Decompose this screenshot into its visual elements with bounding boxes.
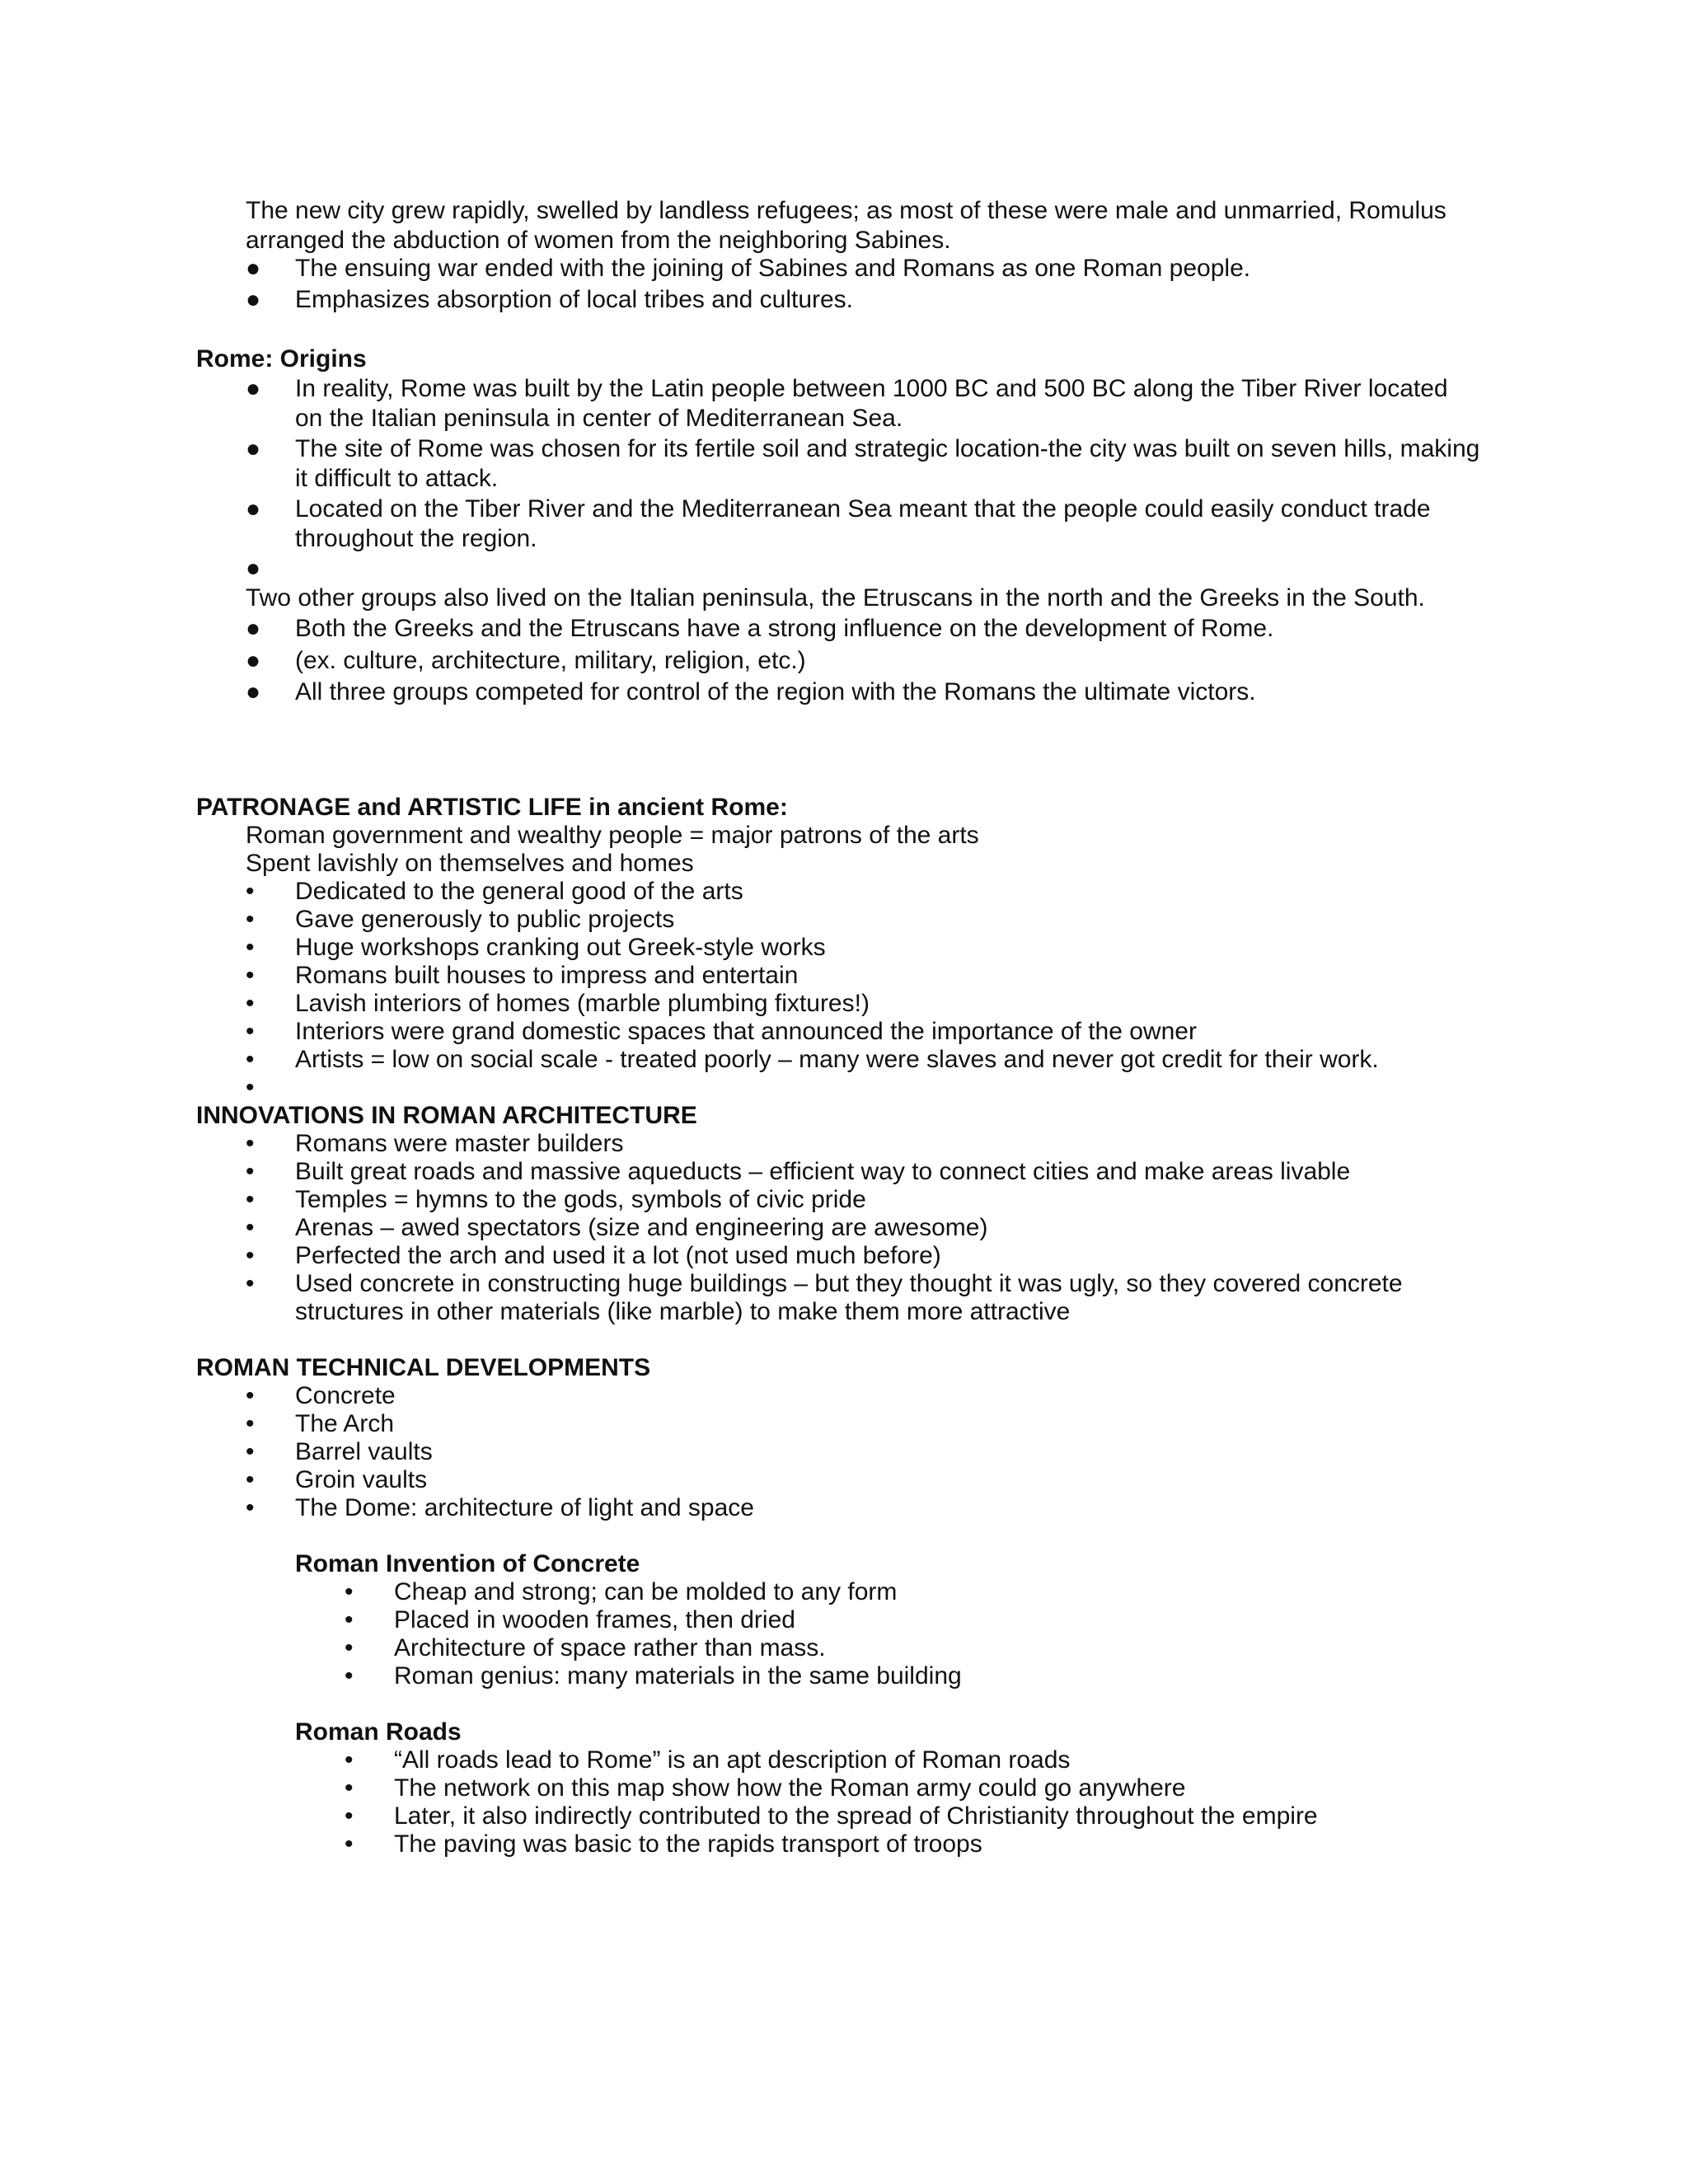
list-item-continuation: structures in other materials (like marble) to make them more attractive — [295, 1298, 1071, 1325]
bullet-dot: • — [246, 1410, 255, 1437]
bullet-dot: • — [246, 1158, 255, 1185]
bullet-dot: • — [246, 1382, 255, 1409]
list-item: Used concrete in constructing huge buildings – but they thought it was ugly, so they covered concrete — [295, 1270, 1403, 1297]
list-item: (ex. culture, architecture, military, religion, etc.) — [295, 647, 806, 674]
bullet-dot: • — [345, 1634, 354, 1661]
bullet-dot: • — [345, 1662, 354, 1690]
bullet-dot: • — [246, 1186, 255, 1213]
list-item: In reality, Rome was built by the Latin people between 1000 BC and 500 BC along the Tiber River located — [295, 375, 1448, 402]
list-item: Later, it also indirectly contributed to the spread of Christianity throughout the empire — [394, 1802, 1318, 1830]
list-item: Concrete — [295, 1382, 396, 1409]
list-item-continuation: throughout the region. — [295, 525, 537, 552]
list-item: The ensuing war ended with the joining of Sabines and Romans as one Roman people. — [295, 255, 1251, 282]
patronage-line-2: Spent lavishly on themselves and homes — [246, 850, 694, 877]
list-item: Built great roads and massive aqueducts – efficient way to connect cities and make areas livable — [295, 1158, 1351, 1185]
bullet-dot: • — [246, 1242, 255, 1269]
list-item: Romans built houses to impress and entertain — [295, 962, 799, 989]
bullet-dot: • — [246, 990, 255, 1017]
list-item: The site of Rome was chosen for its fertile soil and strategic location-the city was built on seven hills, making — [295, 435, 1480, 462]
list-item: The network on this map show how the Roman army could go anywhere — [394, 1774, 1186, 1802]
list-item: Dedicated to the general good of the arts — [295, 878, 743, 905]
list-item: Cheap and strong; can be molded to any form — [394, 1578, 898, 1605]
list-item: Located on the Tiber River and the Mediterranean Sea meant that the people could easily conduct trade — [295, 495, 1431, 523]
list-item: “All roads lead to Rome” is an apt description of Roman roads — [394, 1746, 1071, 1774]
bullet-dot: • — [246, 1130, 255, 1157]
patronage-line-1: Roman government and wealthy people = major patrons of the arts — [246, 822, 979, 849]
bullet-dot: ● — [246, 286, 261, 313]
subsection-heading-roads: Roman Roads — [295, 1718, 462, 1746]
section-heading-patronage: PATRONAGE and ARTISTIC LIFE in ancient Rome: — [196, 794, 788, 821]
list-item-continuation: it difficult to attack. — [295, 465, 499, 492]
bullet-dot: ● — [246, 495, 261, 523]
list-item: Perfected the arch and used it a lot (not used much before) — [295, 1242, 941, 1269]
origins-paragraph: Two other groups also lived on the Italian peninsula, the Etruscans in the north and the Greeks in the South. — [246, 584, 1425, 612]
bullet-dot: • — [345, 1830, 354, 1858]
section-heading-origins: Rome: Origins — [196, 345, 367, 373]
list-item: The Dome: architecture of light and space — [295, 1494, 754, 1521]
intro-paragraph-line-2: arranged the abduction of women from the neighboring Sabines. — [246, 227, 951, 254]
list-item: Barrel vaults — [295, 1438, 433, 1465]
bullet-dot: • — [246, 1438, 255, 1465]
bullet-dot: • — [345, 1578, 354, 1605]
list-item: Interiors were grand domestic spaces that announced the importance of the owner — [295, 1018, 1197, 1045]
list-item: Groin vaults — [295, 1466, 428, 1493]
section-heading-technical: ROMAN TECHNICAL DEVELOPMENTS — [196, 1354, 651, 1381]
list-item: Both the Greeks and the Etruscans have a strong influence on the development of Rome. — [295, 615, 1274, 642]
list-item: The Arch — [295, 1410, 395, 1437]
bullet-dot: ● — [246, 615, 261, 642]
list-item: Artists = low on social scale - treated poorly – many were slaves and never got credit for their work. — [295, 1046, 1379, 1073]
bullet-dot: ● — [246, 435, 261, 462]
bullet-dot: • — [246, 906, 255, 933]
list-item: Roman genius: many materials in the same building — [394, 1662, 962, 1690]
bullet-dot: • — [246, 1214, 255, 1241]
bullet-dot: • — [345, 1802, 354, 1830]
bullet-dot: • — [246, 1018, 255, 1045]
list-item: Romans were master builders — [295, 1130, 624, 1157]
list-item: Lavish interiors of homes (marble plumbing fixtures!) — [295, 990, 870, 1017]
subsection-heading-concrete: Roman Invention of Concrete — [295, 1550, 640, 1577]
list-item: Placed in wooden frames, then dried — [394, 1606, 795, 1633]
intro-paragraph-line-1: The new city grew rapidly, swelled by landless refugees; as most of these were male and unmarried, Romulus — [246, 197, 1447, 224]
bullet-dot: • — [246, 1074, 255, 1101]
section-heading-innovations: INNOVATIONS IN ROMAN ARCHITECTURE — [196, 1102, 697, 1129]
bullet-dot: ● — [246, 555, 261, 582]
list-item-continuation: on the Italian peninsula in center of Mediterranean Sea. — [295, 405, 903, 432]
bullet-dot: • — [246, 934, 255, 961]
bullet-dot: • — [345, 1606, 354, 1633]
bullet-dot: • — [246, 1270, 255, 1297]
bullet-dot: ● — [246, 647, 261, 674]
bullet-dot: • — [246, 878, 255, 905]
bullet-dot: • — [246, 1046, 255, 1073]
bullet-dot: • — [345, 1774, 354, 1802]
list-item: All three groups competed for control of the region with the Romans the ultimate victors. — [295, 678, 1256, 705]
list-item: Temples = hymns to the gods, symbols of civic pride — [295, 1186, 866, 1213]
bullet-dot: • — [246, 962, 255, 989]
bullet-dot: ● — [246, 375, 261, 402]
bullet-dot: • — [246, 1466, 255, 1493]
bullet-dot: ● — [246, 678, 261, 705]
list-item: Gave generously to public projects — [295, 906, 675, 933]
list-item: Huge workshops cranking out Greek-style works — [295, 934, 826, 961]
bullet-dot: • — [246, 1494, 255, 1521]
list-item: The paving was basic to the rapids transport of troops — [394, 1830, 982, 1858]
list-item: Architecture of space rather than mass. — [394, 1634, 826, 1661]
list-item: Arenas – awed spectators (size and engineering are awesome) — [295, 1214, 988, 1241]
bullet-dot: • — [345, 1746, 354, 1774]
list-item: Emphasizes absorption of local tribes and cultures. — [295, 286, 854, 313]
bullet-dot: ● — [246, 255, 261, 282]
